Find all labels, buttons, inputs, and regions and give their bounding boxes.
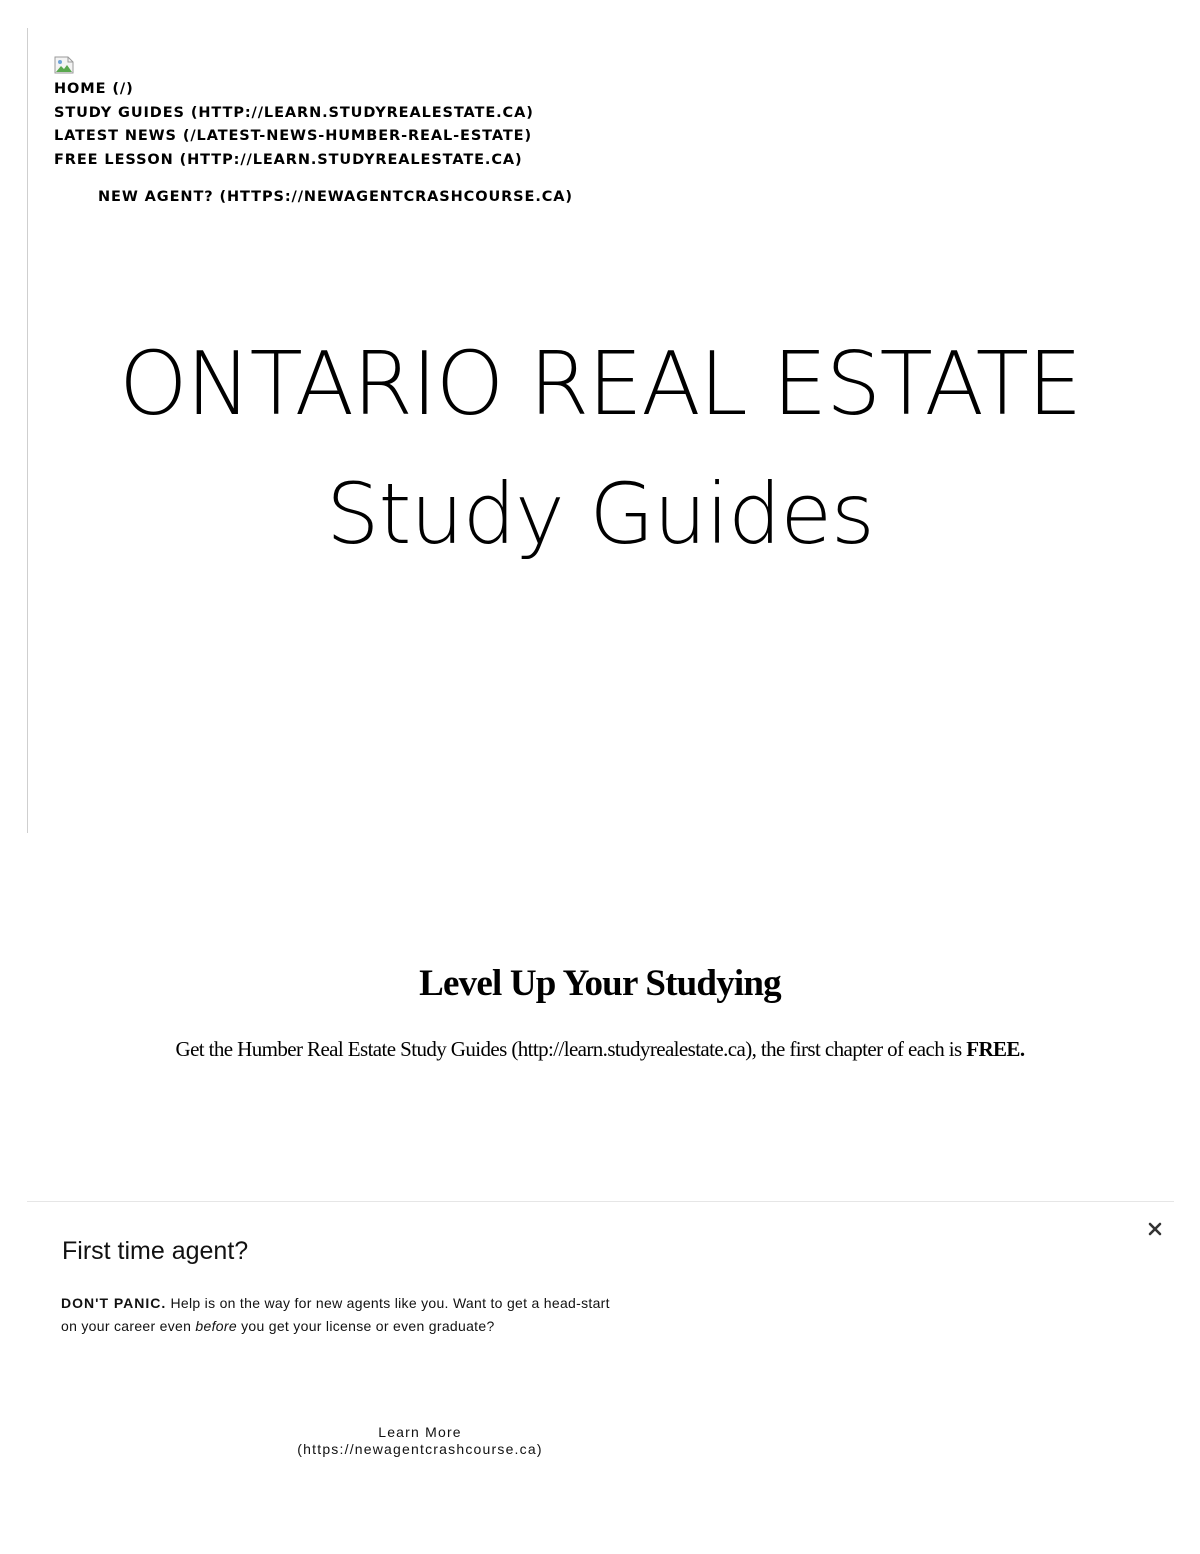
popup-body-part2: you get your license or even graduate? bbox=[236, 1318, 495, 1334]
hero-title-line1: ONTARIO REAL ESTATE bbox=[119, 333, 1081, 435]
popup-title: First time agent? bbox=[62, 1237, 249, 1265]
nav-item-study-guides[interactable]: STUDY GUIDES (HTTP://LEARN.STUDYREALESTATE.CA) bbox=[54, 104, 534, 121]
learn-more-link[interactable] bbox=[220, 1424, 620, 1458]
hero-title-line2: Study Guides bbox=[326, 465, 874, 563]
nav-item-home[interactable]: HOME (/) bbox=[54, 81, 134, 97]
popup-body bbox=[61, 1292, 616, 1338]
popup-body-part1: Help is on the way for new agents like you. Want to get a head-start on your career even bbox=[61, 1295, 610, 1334]
learn-more-label: Learn More bbox=[378, 1424, 462, 1440]
levelup-free-label: FREE. bbox=[966, 1037, 1025, 1061]
levelup-heading: Level Up Your Studying bbox=[419, 963, 781, 1004]
hero-title bbox=[0, 332, 1200, 566]
main-nav bbox=[54, 78, 534, 172]
nav-item-new-agent[interactable]: NEW AGENT? (HTTPS://NEWAGENTCRASHCOURSE.CA) bbox=[98, 189, 573, 205]
first-time-agent-popup bbox=[27, 1201, 1174, 1554]
levelup-text bbox=[0, 1034, 1200, 1064]
close-icon[interactable] bbox=[1144, 1218, 1166, 1240]
nav-item-latest-news[interactable]: LATEST NEWS (/LATEST-NEWS-HUMBER-REAL-ESTATE) bbox=[54, 128, 532, 144]
popup-body-italic: before bbox=[195, 1318, 237, 1334]
popup-body-bold: DON'T PANIC. bbox=[61, 1295, 167, 1311]
broken-image-icon bbox=[54, 56, 74, 74]
nav-item-free-lesson[interactable]: FREE LESSON (HTTP://LEARN.STUDYREALESTATE.CA) bbox=[54, 151, 523, 168]
learn-more-url: (https://newagentcrashcourse.ca) bbox=[297, 1441, 543, 1457]
levelup-text-link[interactable]: Get the Humber Real Estate Study Guides (http://learn.studyrealestate.ca), the first chapter of each is bbox=[175, 1037, 967, 1061]
